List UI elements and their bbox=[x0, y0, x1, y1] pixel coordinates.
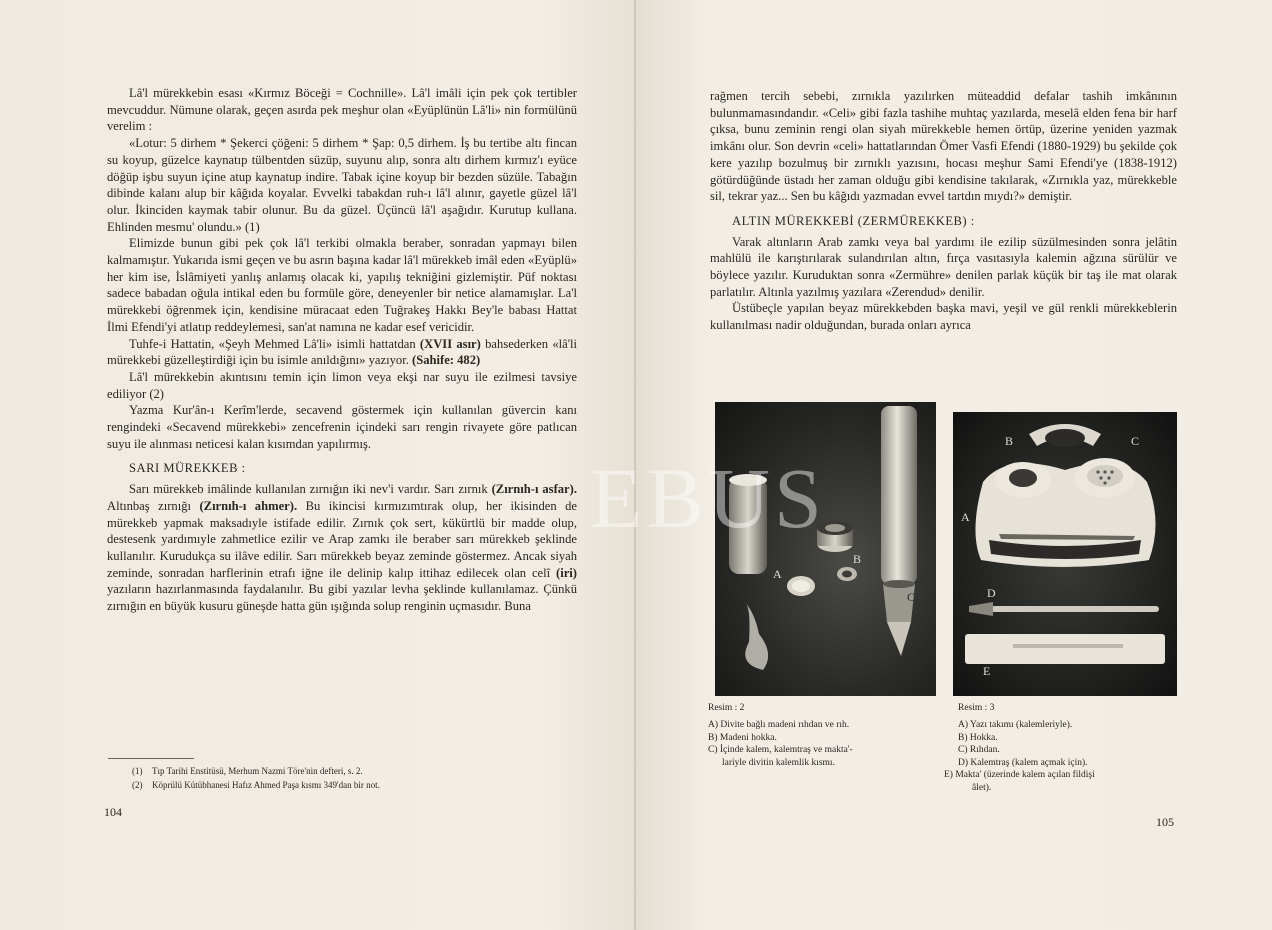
inkwell-b bbox=[995, 462, 1051, 498]
paragraph: Varak altınların Arab zamkı veya bal yardımı ile ezilip süzülmesinden sonra jelâtin mahlülü ile karıştırılarak sulandırılan altın, fırça vasıtasıyla kalemin ağzına sürülür ve böylece yazılır. Kuruduktan sonra «Zermühre» denilen parlak küçük bir taş ile mat olarak parlatılır. Altınla yazılmış yazılara «Zerendud» denilir. bbox=[710, 234, 1177, 299]
caption-line: C) Rıhdan. bbox=[958, 745, 1000, 755]
text-span: Tuhfe-i Hattatin, «Şeyh Mehmed Lâ'li» isimli hattatdan bbox=[129, 336, 420, 351]
pen-case-c bbox=[881, 406, 917, 656]
bold-span: (Zırnıh-ı ahmer). bbox=[199, 498, 298, 513]
footnote-rule bbox=[108, 758, 194, 759]
text-span: Sarı mürekkeb imâlinde kullanılan zırnığın iki nev'i vardır. Sarı zırnık bbox=[129, 482, 492, 497]
caption-line: B) Hokka. bbox=[958, 732, 998, 743]
caption-line: D) Kalemtraş (kalem açmak için). bbox=[958, 757, 1088, 768]
figure-label: C bbox=[907, 590, 916, 604]
paragraph: Yazma Kur'ân-ı Kerîm'lerde, secavend göstermek için kullanılan güvercin kanı rengindeki «Secavend mürekkebi» zencefrenin içindeki sarı rengin rivayete göre patlıcan suyu ile alınması neticesi kalan kısımdan yapılırmış. bbox=[107, 403, 577, 451]
caption-line: C) İçinde kalem, kalemtraş ve makta'- bbox=[708, 745, 853, 755]
makta-e bbox=[965, 634, 1165, 664]
bold-span: (Sahife: 482) bbox=[412, 353, 481, 368]
footnote bbox=[132, 764, 572, 778]
caption-line: lariyle divitin kalemlik kısmı. bbox=[722, 757, 835, 768]
figure-label: B bbox=[1005, 434, 1014, 448]
paragraph: Lâ'l mürekkebin esası «Kırmız Böceği = Cochnille». Lâ'l imâli için pek çok tertibler mevcuddur. Nümune olarak, geçen asırda pek meşhur olan «Eyüplünün Lâ'li» nin formülünü verelim : bbox=[107, 86, 577, 134]
text-span: yazıların hazırlanmasında faydalanılır. Bu gibi yazılar levha şeklinde kullanılamaz. Çünkü zırnığın en büyük kusuru güneşde hatta gün ışığında solup renginin uçmasıdır. Buna bbox=[107, 582, 577, 614]
figure-label: D bbox=[987, 586, 996, 600]
bold-span: (Zırnıh-ı asfar). bbox=[491, 482, 577, 497]
caption-line: âlet). bbox=[972, 782, 992, 793]
paragraph: rağmen tercih sebebi, zırnıkla yazılırken müteaddid defalar tashih imkânının bulunmamasındandır. «Celi» gibi fazla tashihe muhtaç yazılarda, meselâ elden fena bir harf çıksa, bunu zeminin rengi olan siyah mürekkeble hemen örtüp, üzerine yeniden yazmak imkânı olur. Son devrin «celi» hattatlarından Ömer Vasfi Efendi (1880-1929) bu şekilde çok kere yazılıp bozulmuş bir zırnıklı yazısını, hocası meşhur Sami Efendi'ye (1838-1912) götürdüğünde üstadı her zaman olduğu gibi kendisine takılarak, «Zırnıkla yaz, mürekkeble sil, tekrar yaz... Sen bu kâğıdı yazmadan evvel tartdın mıydı?» demiştir. bbox=[710, 89, 1177, 204]
figure-label: B bbox=[853, 552, 862, 566]
footnote bbox=[132, 778, 572, 792]
paragraph bbox=[107, 481, 577, 615]
handle-top bbox=[1029, 424, 1101, 447]
figure-2-photo bbox=[715, 402, 936, 696]
paragraph: «Lotur: 5 dirhem * Şekerci çöğeni: 5 dirhem * Şap: 0,5 dirhem. İş bu tertibe altı fincan su koyup, güzelce kaynatıp tülbentden süzüp, suyunu alıp, sonra altı dirhem kırmız'ı eyüce döğüp işbu suyun içine atup kaynatup indire. Tabak içine koyup bir bezden süzüle. Tabağın dibinde kalanı alup bir kâğıda koyalar. Evvelki tabakdan ruh-ı lâ'l alınır, gayetle güzel lâ'l olur. İkinciden kaymak tabir olunur. Bu da güzel. Üçüncü lâ'l aşağıdır. Kurutup kullana. Ehlinden mesmu' olundu.» (1) bbox=[107, 136, 577, 234]
left-text-column bbox=[107, 85, 577, 615]
figure-label: E bbox=[983, 664, 991, 678]
caption-line: A) Yazı takımı (kalemleriyle). bbox=[958, 720, 1073, 730]
figure-3-photo bbox=[953, 412, 1177, 696]
ink-pot-b bbox=[817, 521, 857, 581]
figure-label: A bbox=[961, 510, 970, 524]
bold-span: (XVII asır) bbox=[419, 336, 481, 351]
section-heading: ALTIN MÜREKKEBİ (ZERMÜREKKEB) : bbox=[732, 213, 975, 228]
divit-photo-illustration bbox=[715, 402, 936, 696]
figure-label: C bbox=[1131, 434, 1140, 448]
figure-2-caption bbox=[708, 719, 853, 769]
figure-2-title: Resim : 2 bbox=[708, 703, 745, 713]
footnote-number: (1) bbox=[132, 766, 143, 776]
right-text-column bbox=[710, 88, 1177, 334]
bold-span: (iri) bbox=[556, 565, 577, 580]
writing-set-illustration bbox=[953, 412, 1177, 696]
figure-3-title: Resim : 3 bbox=[958, 703, 995, 713]
footnote-number: (2) bbox=[132, 780, 143, 790]
paragraph: Elimizde bunun gibi pek çok lâ'l terkibi olmakla beraber, sonradan yapmayı bilen kalmamıştır. Yukarıda ismi geçen ve bu asrın başına kadar lâ'l mürekkeb imâl eden «Eyüplü» her kim ise, İslâmiyeti yanlış anlamış olacak ki, yapılış tekniğini gizlemiştir. Püf noktası sadece babadan oğula intikal eden bu formüle göre, deneyenler bir netice alamamışlar. La'l mürekkebi öğrenmek için, kendisine müracaat eden Tuğrakeş Hakkı Bey'le babası Hattat İlmi Efendi'yi atlatıp reddeylemesi, san'at namına ne kadar esef vericidir. bbox=[107, 236, 577, 334]
section-heading: SARI MÜREKKEB : bbox=[129, 461, 246, 476]
figure-3-caption bbox=[944, 719, 1095, 794]
nib-holder-a bbox=[729, 474, 815, 670]
footnotes bbox=[132, 764, 572, 792]
page-number: 104 bbox=[104, 805, 122, 819]
footnote-text: Tıp Tarihi Enstitüsü, Merhum Nazmi Töre'nin defteri, s. 2. bbox=[152, 766, 363, 776]
caption-line: E) Makta' (üzerinde kalem açılan fildişi bbox=[944, 770, 1095, 780]
sander-c bbox=[1075, 458, 1135, 498]
paragraph bbox=[107, 336, 577, 369]
paragraph: Lâ'l mürekkebin akıntısını temin için limon veya ekşi nar suyu ile ezilmesi tavsiye ediliyor (2) bbox=[107, 369, 577, 401]
penknife-d bbox=[969, 602, 1159, 616]
text-span: bahsederken «lâ'li mürekkebi güzelleştirdiği için bu isimle anıldığını» yazıyor. bbox=[107, 336, 577, 368]
page-number: 105 bbox=[1156, 815, 1174, 829]
text-span: Altınbaş zırnığı bbox=[107, 498, 200, 513]
figure-label: A bbox=[773, 567, 782, 581]
caption-line: A) Divite bağlı madeni rıhdan ve rıh. bbox=[708, 720, 850, 730]
text-span: Bu ikincisi kırmızımtırak olup, her ikisinden de mürekkeb yapmak maksadıyle istifade edilir. Zırnık çok sert, kükürtlü bir madde olup, destesenk yardımıyle zahmetlice ezilir ve Arap zamkı ile beraber sarı mürekkeb şeklinde kullanılır. Kurudukça su ilâve edilir. Sarı mürekkeb beyaz zeminde göstermez. Ancak siyah zeminde, sonradan harflerinin etrafı iğne ile delinip kalıp ittihaz edilecek olan celî bbox=[107, 498, 577, 580]
caption-line: B) Madeni hokka. bbox=[708, 732, 777, 743]
watermark: EBUS bbox=[590, 450, 826, 546]
footnote-text: Köprülü Kütübhanesi Hafız Ahmed Paşa kısmı 349'dan bir not. bbox=[152, 780, 380, 790]
paragraph: Üstübeçle yapılan beyaz mürekkebden başka mavi, yeşil ve gül renkli mürekkeblerin kullanılması nadir olduğundan, burada onları ayrıca bbox=[710, 301, 1177, 333]
